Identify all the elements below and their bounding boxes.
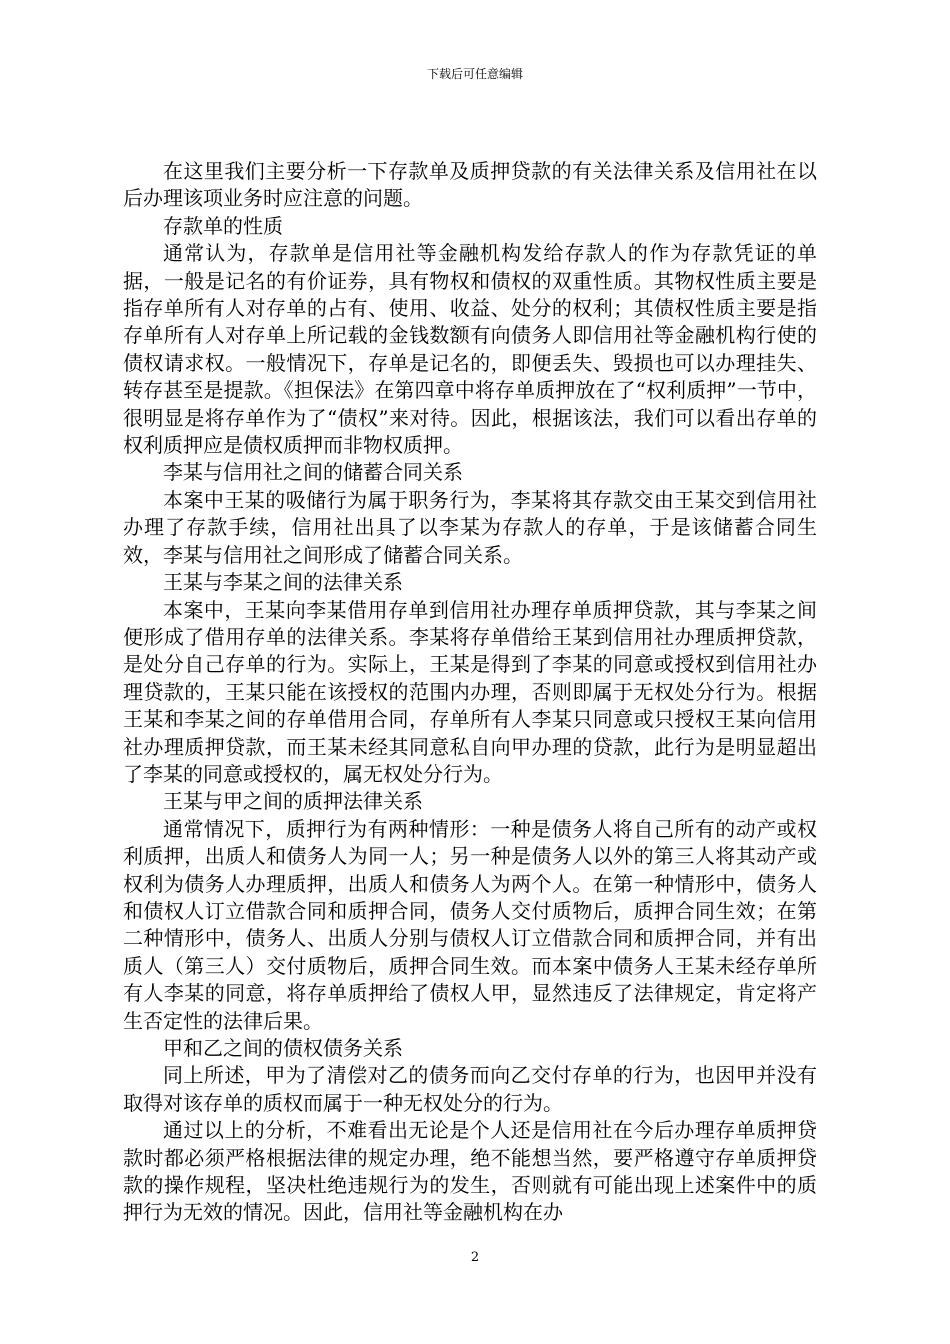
paragraph: 同上所述，甲为了清偿对乙的债务而向乙交付存单的行为，也因甲并没有取得对该存单的质权而属于一种无权处分的行为。 [123,1063,817,1115]
page-header: 下载后可任意编辑 [426,67,523,81]
page-number: 2 [470,1250,480,1265]
section-heading: 王某与甲之间的质押法律关系 [163,789,423,814]
intro-paragraph: 在这里我们主要分析一下存款单及质押贷款的有关法律关系及信用社在以后办理该项业务时应注意的问题。 [123,159,817,211]
section-heading: 存款单的性质 [163,213,283,238]
paragraph: 通常认为，存款单是信用社等金融机构发给存款人的作为存款凭证的单据，一般是记名的有价证券，具有物权和债权的双重性质。其物权性质主要是指存单所有人对存单的占有、使用、收益、处分的权利；其债权性质主要是指存单所有人对存单上所记载的金钱数额有向债务人即信用社等金融机构行使的债权请求权。一般情况下，存单是记名的，即便丢失、毁损也可以办理挂失、转存甚至是提款。《担保法》在第四章中将存单质押放在了“权利质押”一节中，很明显是将存单作为了“债权”来对待。因此，根据该法，我们可以看出存单的权利质押应是债权质押而非物权质押。 [123,241,817,458]
section-heading: 李某与信用社之间的储蓄合同关系 [163,460,463,485]
paragraph: 本案中，王某向李某借用存单到信用社办理存单质押贷款，其与李某之间便形成了借用存单的法律关系。李某将存单借给王某到信用社办理质押贷款，是处分自己存单的行为。实际上，王某是得到了李某的同意或授权到信用社办理贷款的，王某只能在该授权的范围内办理，否则即属于无权处分行为。根据王某和李某之间的存单借用合同，存单所有人李某只同意或只授权王某向信用社办理质押贷款，而王某未经其同意私自向甲办理的贷款，此行为是明显超出了李某的同意或授权的，属无权处分行为。 [123,597,817,786]
section-heading: 王某与李某之间的法律关系 [163,570,403,595]
paragraph: 通常情况下，质押行为有两种情形：一种是债务人将自己所有的动产或权利质押，出质人和债务人为同一人；另一种是债务人以外的第三人将其动产或权利为债务人办理质押，出质人和债务人为两个人。在第一种情形中，债务人和债权人订立借款合同和质押合同，债务人交付质物后，质押合同生效；在第二种情形中，债务人、出质人分别与债权人订立借款合同和质押合同，并有出质人（第三人）交付质物后，质押合同生效。而本案中债务人王某未经存单所有人李某的同意，将存单质押给了债权人甲，显然违反了法律规定，肯定将产生否定性的法律后果。 [123,816,817,1033]
conclusion-paragraph: 通过以上的分析，不难看出无论是个人还是信用社在今后办理存单质押贷款时都必须严格根据法律的规定办理，绝不能想当然，要严格遵守存单质押贷款的操作规程，坚决杜绝违规行为的发生，否则就有可能出现上述案件中的质押行为无效的情况。因此，信用社等金融机构在办 [123,1118,817,1225]
section-heading: 甲和乙之间的债权债务关系 [163,1036,403,1060]
document-body [123,158,817,1227]
paragraph: 本案中王某的吸储行为属于职务行为，李某将其存款交由王某交到信用社办理了存款手续，信用社出具了以李某为存款人的存单，于是该储蓄合同生效，李某与信用社之间形成了储蓄合同关系。 [123,487,817,567]
